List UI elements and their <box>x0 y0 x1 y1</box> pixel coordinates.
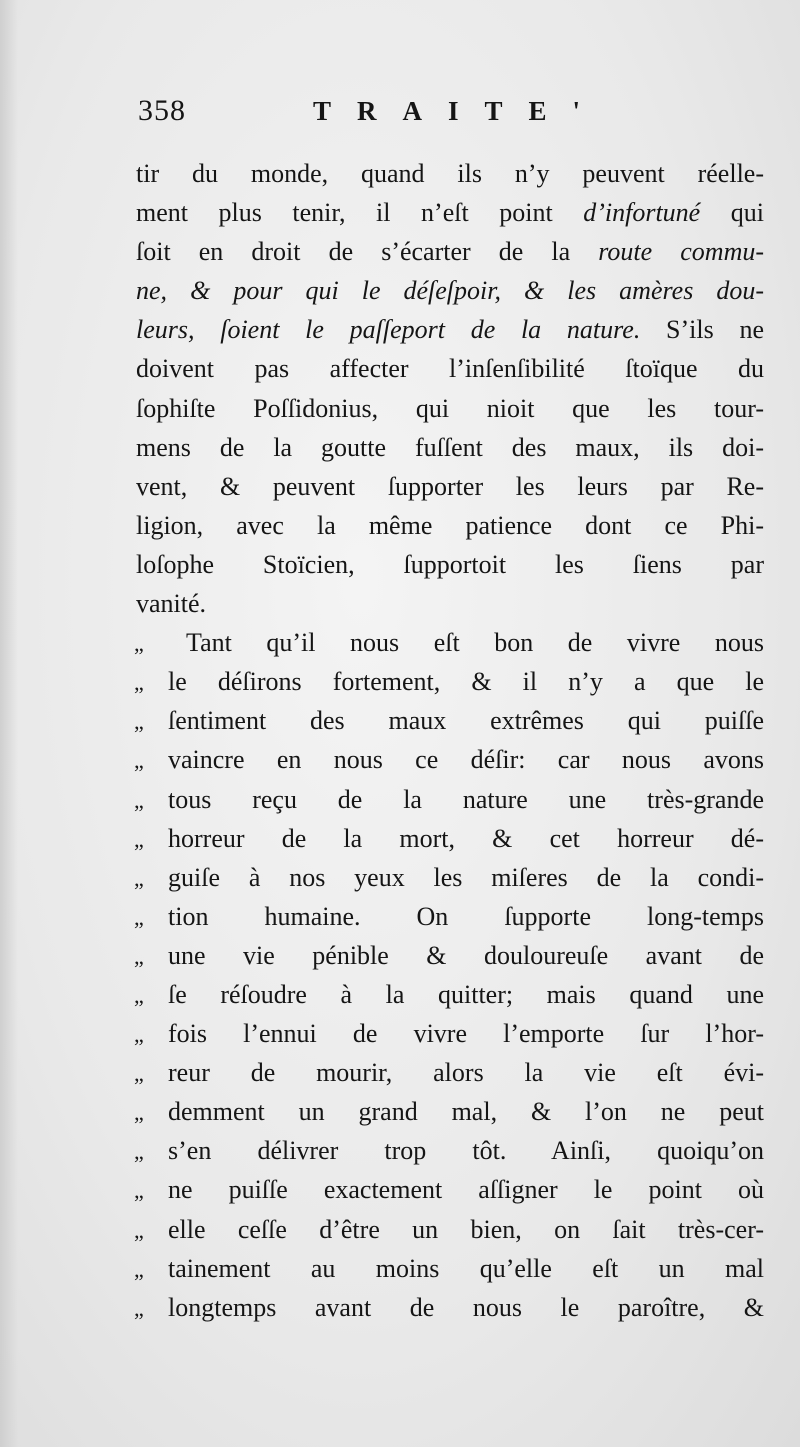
page-shadow <box>0 0 18 1447</box>
quote-mark: „ <box>134 1217 144 1243</box>
text-run: horreur de la mort, & cet horreur dé- <box>168 823 764 853</box>
italic-text: route commu- <box>598 237 765 267</box>
quote-mark: „ <box>134 709 144 735</box>
text-run: vent, & peuvent ſupporter les leurs par Re- <box>136 471 764 501</box>
text-line <box>136 1014 764 1053</box>
text-run: doivent pas affecter l’inſenſibilité ſtoïque du <box>136 354 764 384</box>
page-header <box>138 94 758 144</box>
text-run: tainement au moins qu’elle eſt un mal <box>168 1253 764 1283</box>
text-run: ſentiment des maux extrêmes qui puiſſe <box>168 706 764 736</box>
text-run: elle ceſſe d’être un bien, on ſait très-cer- <box>168 1214 764 1244</box>
text-run: tion humaine. On ſupporte long-temps <box>168 901 764 931</box>
text-run: qui <box>700 198 764 228</box>
text-line <box>136 701 764 740</box>
text-line <box>136 271 764 310</box>
text-line <box>136 310 764 349</box>
quote-mark: „ <box>134 1256 144 1282</box>
italic-text: d’infortuné <box>583 198 701 228</box>
text-line <box>136 1053 764 1092</box>
quote-mark: „ <box>134 1061 144 1087</box>
text-run: ment plus tenir, il n’eſt point <box>136 198 584 228</box>
text-run: ſoit en droit de s’écarter de la <box>136 237 599 267</box>
italic-text: leurs, ſoient le paſſeport de la nature. <box>136 315 641 345</box>
text-line <box>136 506 764 545</box>
text-run: S’ils ne <box>640 315 764 345</box>
text-run: ligion, avec la même patience dont ce Phi- <box>136 510 764 540</box>
text-line <box>136 467 764 506</box>
text-line <box>136 1249 764 1288</box>
text-line <box>136 193 764 232</box>
text-run: ne puiſſe exactement aſſigner le point où <box>168 1175 764 1205</box>
text-line <box>136 1288 764 1327</box>
text-run: s’en délivrer trop tôt. Ainſi, quoiqu’on <box>168 1136 764 1166</box>
text-line <box>136 584 764 623</box>
text-line <box>136 1170 764 1209</box>
quote-mark: „ <box>134 631 144 657</box>
quote-mark: „ <box>134 787 144 813</box>
quote-mark: „ <box>134 748 144 774</box>
text-run: reur de mourir, alors la vie eſt évi- <box>168 1058 764 1088</box>
quote-mark: „ <box>134 670 144 696</box>
text-run: tous reçu de la nature une très-grande <box>168 784 764 814</box>
quote-mark: „ <box>134 1022 144 1048</box>
text-run: loſophe Stoïcien, ſupportoit les ſiens par <box>136 549 764 579</box>
running-title: TRAITE' <box>313 96 607 126</box>
text-line <box>136 1092 764 1131</box>
page-number: 358 <box>138 94 186 127</box>
quote-mark: „ <box>134 1178 144 1204</box>
text-line <box>136 897 764 936</box>
quote-mark: „ <box>134 982 144 1008</box>
text-line <box>136 623 764 662</box>
text-line <box>136 1210 764 1249</box>
text-run: fois l’ennui de vivre l’emporte ſur l’hor- <box>168 1019 764 1049</box>
text-line <box>136 1131 764 1170</box>
quote-mark: „ <box>134 826 144 852</box>
text-run: mens de la goutte fuſſent des maux, ils doi- <box>136 432 764 462</box>
text-run: le déſirons fortement, & il n’y a que le <box>168 667 764 697</box>
quote-mark: „ <box>134 1139 144 1165</box>
text-run: ſe réſoudre à la quitter; mais quand une <box>168 979 764 1009</box>
quote-mark: „ <box>134 1295 144 1321</box>
text-line <box>136 349 764 388</box>
text-line <box>136 858 764 897</box>
text-line <box>136 819 764 858</box>
text-run: tir du monde, quand ils n’y peuvent réelle- <box>136 159 764 188</box>
text-run: longtemps avant de nous le paroître, & <box>168 1292 764 1322</box>
body-text <box>136 154 764 1327</box>
text-run: vanité. <box>136 589 207 619</box>
text-line <box>136 428 764 467</box>
quote-mark: „ <box>134 865 144 891</box>
text-line <box>136 545 764 584</box>
quote-mark: „ <box>134 943 144 969</box>
quote-mark: „ <box>134 1100 144 1126</box>
text-line <box>136 936 764 975</box>
italic-text: ne, & pour qui le déſeſpoir, & les amères dou- <box>136 276 764 306</box>
text-line <box>136 662 764 701</box>
text-line <box>136 232 764 271</box>
text-line <box>136 975 764 1014</box>
quote-mark: „ <box>134 904 144 930</box>
text-run: Tant qu’il nous eſt bon de vivre nous <box>186 628 764 658</box>
text-run: une vie pénible & douloureuſe avant de <box>168 940 764 970</box>
text-run: vaincre en nous ce déſir: car nous avons <box>168 745 764 775</box>
text-line <box>136 389 764 428</box>
text-run: ſophiſte Poſſidonius, qui nioit que les tour- <box>136 393 764 423</box>
text-run: demment un grand mal, & l’on ne peut <box>168 1097 764 1127</box>
text-line <box>136 780 764 819</box>
text-line <box>136 154 764 193</box>
text-line <box>136 740 764 779</box>
text-run: guiſe à nos yeux les miſeres de la condi- <box>168 862 764 892</box>
